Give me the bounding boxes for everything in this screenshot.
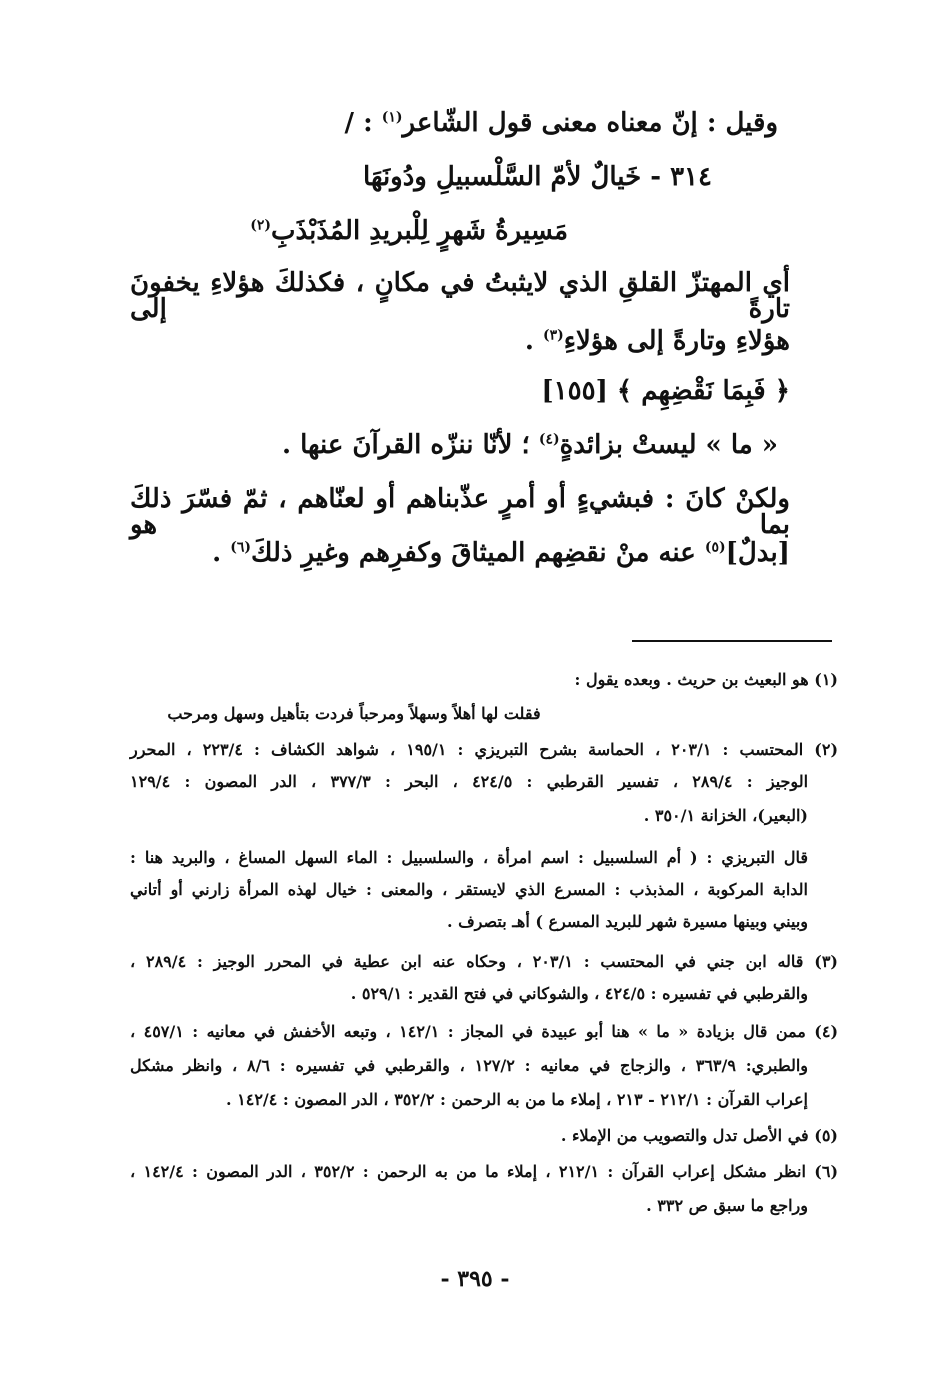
line-9-mid: عنه منْ نقضِهم الميثاقَ وكفرِهم وغيرِ ذلكَ xyxy=(251,538,705,568)
verse-line-2 xyxy=(250,218,568,244)
page-number: - ٣٩٥ - xyxy=(440,1266,510,1292)
footnote-2-line-1: (٢) المحتسب : ٢٠٣/١ ، الحماسة بشرح التبريزي : ١٩٥/١ ، شواهد الكشاف : ٢٢٣/٤ ، المحرر xyxy=(130,740,839,759)
footnote-6-line-1: (٦) انظر مشكل إعراب القرآن : ٢١٢/١ ، إملاء ما من به الرحمن : ٣٥٢/٢ ، الدر المصون : ١٤٢/٤ ، xyxy=(130,1162,839,1181)
footnote-ref-2: (٢) xyxy=(250,217,271,234)
quran-verse: ﴿ فَبِمَا نَقْضِهِم ﴾ [١٥٥] xyxy=(541,376,790,406)
footnote-3-line-2: والقرطبي في تفسيره : ٤٢٤/٥ ، والشوكاني في فتح القدير : ٥٢٩/١ . xyxy=(350,984,808,1003)
line-9-text: [بدلٌ] xyxy=(725,538,790,568)
footnote-1: (١) هو البعيث بن حريث . وبعده يقول : xyxy=(574,670,838,689)
text-line-1 xyxy=(345,110,778,136)
footnote-2-line-3: (البعير)، الخزانة ٣٥٠/١ . xyxy=(643,806,808,825)
footnote-divider xyxy=(632,640,832,642)
footnote-ref-4: (٤) xyxy=(538,431,560,448)
verse-2-text: مَسِيرةُ شَهرٍ لِلْبريدِ المُذَبْذَبِ xyxy=(271,216,568,246)
footnote-2-line-6: وبيني وبينها مسيرة شهر للبريد المسرع ) أهـ بتصرف . xyxy=(446,912,808,931)
line-7-tail: ؛ لأنّا ننزّه القرآنَ عنها . xyxy=(281,430,539,460)
text-line-8: ولكنْ كانَ : فبشيءٍ أو أمرٍ عذّبناهم أو لعنّاهم ، ثمّ فسّرَ ذلكَ بما هو xyxy=(130,484,790,540)
line-9-tail: . xyxy=(212,538,231,568)
line-5-text: هؤلاءِ وتارةً إلى هؤلاءِ xyxy=(563,326,790,356)
footnote-4-line-3: إعراب القرآن : ٢١٢/١ - ٢١٣ ، إملاء ما من به الرحمن : ٣٥٢/٢ ، الدر المصون : ١٤٢/٤ . xyxy=(226,1090,808,1109)
text-line-4: أي المهتزّ القلقِ الذي لايثبتُ في مكانٍ ، فكذلكَ هؤلاءِ يخفونَ تارةً إلى xyxy=(130,268,790,324)
footnote-4-line-1: (٤) ممن قال بزيادة « ما » هنا أبو عبيدة في المجاز : ١٤٢/١ ، وتبعه الأخفش في معانيه : ٤٥٧/١ ، xyxy=(130,1022,839,1041)
footnote-5: (٥) في الأصل تدل والتصويب من الإملاء . xyxy=(560,1126,838,1145)
footnote-ref-5: (٥) xyxy=(704,539,726,556)
line-7-text: « ما » ليستْ بزائدةٍ xyxy=(559,430,778,460)
footnote-ref-6: (٦) xyxy=(230,539,252,556)
verse-line-1: ٣١٤ - خَيالٌ لأمّ السَّلْسبيلِ ودُونَهَا xyxy=(363,162,712,192)
footnote-2-line-2: الوجيز : ٢٨٩/٤ ، تفسير القرطبي : ٤٢٤/٥ ، البحر : ٣٧٧/٣ ، الدر المصون : ١٢٩/٤ xyxy=(130,772,809,791)
footnote-1-poem: فقلت لها أهلاً وسهلاً ومرحباً فردت بتأهيل وسهل ومرحب xyxy=(167,704,541,723)
text-line-7 xyxy=(282,432,778,458)
footnote-3-line-1: (٣) قاله ابن جني في المحتسب : ٢٠٣/١ ، وحكاه عنه ابن عطية في المحرر الوجيز : ٢٨٩/٤ ، xyxy=(130,952,838,971)
footnote-4-line-2: والطبري: ٣٦٣/٩ ، والزجاج في معانيه : ١٢٧/٢ ، والقرطبي في تفسيره : ٨/٦ ، وانظر مشكل xyxy=(130,1056,809,1075)
text-line-5 xyxy=(525,328,790,354)
line-1-text: وقيل : إنّ معناه معنى قول الشّاعر xyxy=(402,108,778,138)
text-line-9 xyxy=(212,540,790,566)
footnote-ref-1: (١) xyxy=(381,109,403,126)
footnote-ref-3: (٣) xyxy=(542,327,564,344)
footnote-2-line-5: الدابة المركوبة ، المذبذب : المسرع الذي لايستقر ، والمعنى : خيال لهذه المرأة زارني أو أتاني xyxy=(130,880,808,899)
line-5-tail: . xyxy=(524,326,543,356)
footnote-6-line-2: وراجع ما سبق ص ٣٣٢ . xyxy=(646,1196,808,1215)
footnote-2-line-4: قال التبريزي : ( أم السلسبيل : اسم امرأة ، والسلسبيل : الماء السهل المساغ ، والبريد هنا : xyxy=(130,848,809,867)
line-1-tail: : / xyxy=(344,108,382,138)
